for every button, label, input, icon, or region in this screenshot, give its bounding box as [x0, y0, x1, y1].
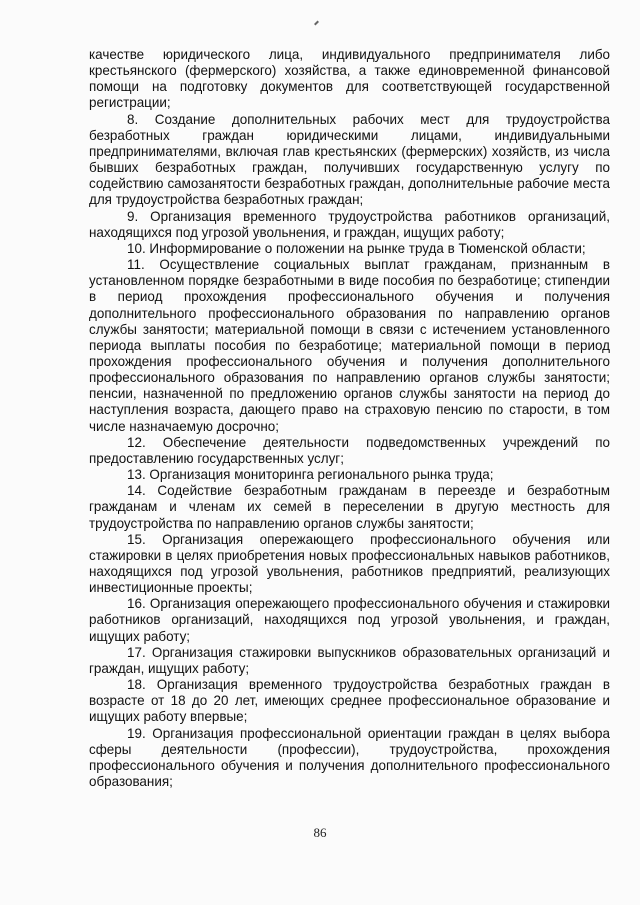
page-number: 86 [313, 825, 327, 840]
scan-artifact-mark [314, 21, 319, 26]
paragraph-item-18: 18. Организация временного трудоустройства безработных граждан в возрасте от 18 до 20 лет, имеющих среднее профессиональное образование и ищущих работу впервые; [89, 677, 610, 725]
paragraph-item-10: 10. Информирование о положении на рынке труда в Тюменской области; [127, 240, 586, 256]
paragraph-item-12: 12. Обеспечение деятельности подведомственных учреждений по предоставлению государственных услуг; [89, 434, 610, 466]
paragraph-item-19: 19. Организация профессиональной ориентации граждан в целях выбора сферы деятельности (профессии), трудоустройства, прохождения профессионального обучения и получения дополнительного профессионального образования; [89, 725, 610, 790]
paragraph-item-9: 9. Организация временного трудоустройства работников организаций, находящихся под угрозой увольнения, и граждан, ищущих работу; [89, 208, 610, 240]
paragraph-item-16: 16. Организация опережающего профессионального обучения и стажировки работников организаций, находящихся под угрозой увольнения, и граждан, ищущих работу; [89, 596, 610, 644]
paragraph-item-17: 17. Организация стажировки выпускников образовательных организаций и граждан, ищущих работу; [89, 644, 610, 676]
document-body [89, 47, 610, 790]
paragraph-item-15: 15. Организация опережающего профессионального обучения или стажировки в целях приобретения новых профессиональных навыков работников, находящихся под угрозой увольнения, работников предприятий, реализующих инвестиционные проекты; [89, 531, 610, 596]
paragraph-item-13: 13. Организация мониторинга регионального рынка труда; [127, 467, 494, 483]
paragraph-item-14: 14. Содействие безработным гражданам в переезде и безработным гражданам и членам их семей в переселении в другую местность для трудоустройства по направлению органов службы занятости; [89, 483, 610, 531]
paragraph-item-11: 11. Осуществление социальных выплат гражданам, признанным в установленном порядке безработными в виде пособия по безработице; стипендии в период прохождения профессионального обучения и получения дополнительного профессионального образования по направлению органов службы занятости; материальной помощи в связи с истечением установленного периода выплаты пособия по безработице; материальной помощи в период прохождения профессионального обучения и получения дополнительного профессионального образования по направлению органов службы занятости; пенсии, назначенной по предложению органов службы занятости на период до наступления возраста, дающего право на страховую пенсию по старости, в том числе назначаемую досрочно; [89, 257, 610, 434]
paragraph-item-8: 8. Создание дополнительных рабочих мест для трудоустройства безработных граждан юридическими лицами, индивидуальными предпринимателями, включая глав крестьянских (фермерских) хозяйств, из числа бывших безработных граждан, получивших государственную услугу по содействию самозанятости безработных граждан, дополнительные рабочие места для трудоустройства безработных граждан; [89, 111, 610, 208]
paragraph-continuation: качестве юридического лица, индивидуального предпринимателя либо крестьянского (фермерского) хозяйства, а также единовременной финансовой помощи на подготовку документов для соответствующей государственной регистрации; [89, 47, 610, 111]
